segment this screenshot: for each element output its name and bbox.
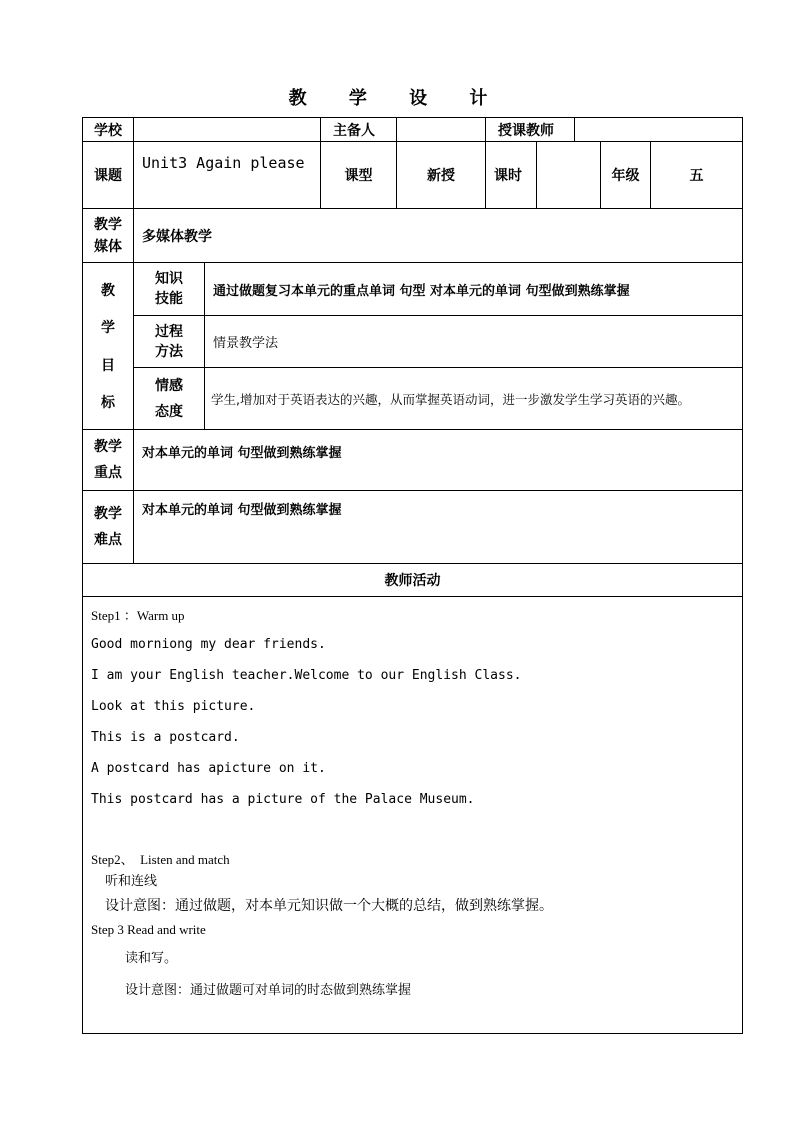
focus-label-line2: 重点 xyxy=(94,465,122,481)
step1-line-4: This is a postcard. xyxy=(91,730,240,745)
emotion-label-line2: 态度 xyxy=(155,403,183,420)
grade-value: 五 xyxy=(650,141,743,209)
media-label xyxy=(82,208,134,263)
topic-label: 课题 xyxy=(82,141,134,209)
media-value: 多媒体教学 xyxy=(133,208,743,263)
difficulty-label-line1: 教学 xyxy=(94,506,122,522)
teacher-label: 授课教师 xyxy=(485,117,575,142)
focus-value: 对本单元的单词 句型做到熟练掌握 xyxy=(133,429,743,491)
step1-line-3: Look at this picture. xyxy=(91,699,256,714)
focus-label-line1: 教学 xyxy=(94,439,122,455)
difficulty-label-line2: 难点 xyxy=(94,532,122,548)
process-label-line1: 过程 xyxy=(155,323,183,340)
step1-line-5: A postcard has apicture on it. xyxy=(91,761,326,776)
knowledge-value: 通过做题复习本单元的重点单词 句型 对本单元的单词 句型做到熟练掌握 xyxy=(204,262,743,316)
goals-label-char-3: 目 xyxy=(101,357,115,374)
step1-heading: Step1 ：Warm up xyxy=(91,608,185,623)
school-label: 学校 xyxy=(82,117,134,142)
grade-label: 年级 xyxy=(600,141,651,209)
activity-header: 教师活动 xyxy=(82,563,743,597)
step2-intent: 设计意图：通过做题，对本单元知识做一个大概的总结，做到熟练掌握。 xyxy=(105,898,553,914)
period-value xyxy=(536,141,601,209)
step1-line-6: This postcard has a picture of the Palace Museum. xyxy=(91,792,475,807)
knowledge-label-line1: 知识 xyxy=(155,271,183,287)
preparer-value xyxy=(396,117,486,142)
goals-label-char-2: 学 xyxy=(101,320,115,337)
difficulty-value: 对本单元的单词 句型做到熟练掌握 xyxy=(133,490,743,564)
preparer-label: 主备人 xyxy=(320,117,397,142)
teacher-value xyxy=(574,117,743,142)
step1-line-2: I am your English teacher.Welcome to our English Class. xyxy=(91,668,522,683)
process-value: 情景教学法 xyxy=(204,315,743,368)
media-label-line1: 教学 xyxy=(94,216,122,233)
process-label xyxy=(133,315,205,368)
goals-label-char-4: 标 xyxy=(101,395,115,412)
step2-sub: 听和连线 xyxy=(105,874,158,889)
activity-body xyxy=(82,596,743,1034)
period-label: 课时 xyxy=(485,141,537,209)
knowledge-label xyxy=(133,262,205,316)
step3-heading: Step 3 Read and write xyxy=(91,922,206,937)
emotion-value: 学生,增加对于英语表达的兴趣，从而掌握英语动词，进一步激发学生学习英语的兴趣。 xyxy=(204,367,743,430)
type-value: 新授 xyxy=(396,141,486,209)
step1-line-1: Good morniong my dear friends. xyxy=(91,637,326,652)
step3-sub: 读和写。 xyxy=(125,951,178,966)
step2-heading: Step2、 Listen and match xyxy=(91,852,230,867)
difficulty-label xyxy=(82,490,134,564)
page-title: 教 学 设 计 xyxy=(288,88,506,109)
process-label-line2: 方法 xyxy=(155,343,183,360)
knowledge-label-line2: 技能 xyxy=(155,291,183,307)
type-label: 课型 xyxy=(320,141,397,209)
media-label-line2: 媒体 xyxy=(94,238,122,255)
goals-label-char-1: 教 xyxy=(101,282,115,299)
emotion-label xyxy=(133,367,205,430)
focus-label xyxy=(82,429,134,491)
step3-intent: 设计意图：通过做题可对单词的时态做到熟练掌握 xyxy=(125,983,412,998)
school-value xyxy=(133,117,321,142)
topic-value: Unit3 Again please xyxy=(133,141,321,209)
emotion-label-line1: 情感 xyxy=(155,377,183,394)
goals-label xyxy=(82,262,134,430)
